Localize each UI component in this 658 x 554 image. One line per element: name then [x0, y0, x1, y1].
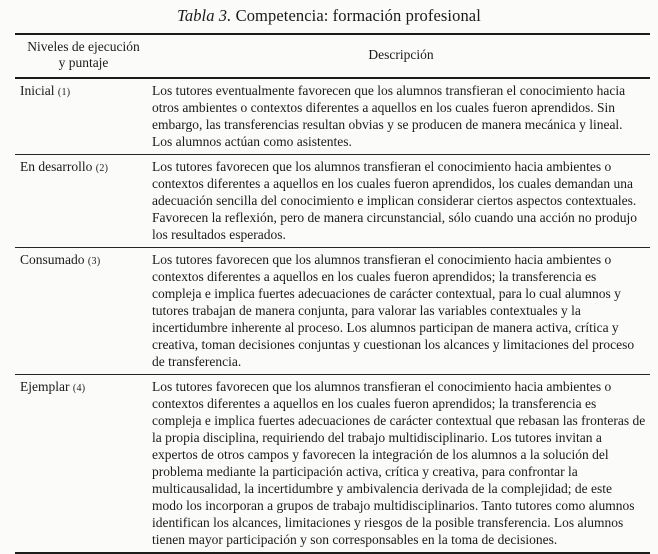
table-row-ejemplar	[15, 375, 650, 554]
level-cell	[15, 82, 152, 150]
level-score: (2)	[95, 163, 109, 174]
description-cell: Los tutores favorecen que los alumnos transfieran el conocimiento hacia ambientes o contextos diferentes a aquellos en los cuales fueron aprendidos; la transferencia es compleja e implica fuertes adecuaciones de carácter contextual que rebasan las fronteras de la propia disciplina, requiriendo del trabajo multidisciplinario. Los tutores invitan a expertos de otros campos y favorecen la integración de los alumnos a la solución del problema mediante la participación activa, crítica y creativa, para confrontar la multicausalidad, la incertidumbre y ambivalencia derivada de la complejidad; de este modo los incorporan a grupos de trabajo multidisciplinarios. Tanto tutores como alumnos identifican los alcances, limitaciones y riesgos de la posible transferencia. Los alumnos tienen mayor participación y son corresponsables en la toma de decisiones.	[152, 379, 646, 547]
level-label: En desarrollo	[20, 159, 93, 174]
column-header-levels-line2: y puntaje	[58, 55, 109, 70]
level-label: Consumado	[20, 252, 85, 267]
column-header-levels	[15, 39, 152, 71]
level-score: (3)	[87, 256, 101, 267]
level-cell	[15, 158, 152, 243]
table-header-row	[15, 33, 650, 79]
description-cell: Los tutores favorecen que los alumnos transfieran el conocimiento hacia ambientes o contextos diferentes a aquellos en los cuales fueron aprendidos, los cuales demandan una adecuación sencilla del conocimiento e implican considerar ciertos aspectos contextuales. Favorecen la reflexión, pero de manera circunstancial, sólo cuando una acción no produjo los resultados esperados.	[152, 159, 638, 242]
table-title-number: Tabla 3.	[177, 6, 232, 25]
competence-table	[15, 33, 650, 554]
table-title	[0, 0, 658, 33]
column-header-description	[152, 39, 650, 71]
table-title-text: Competencia: formación profesional	[231, 6, 481, 25]
level-cell	[15, 251, 152, 370]
description-cell: Los tutores favorecen que los alumnos transfieran el conocimiento hacia ambientes o contextos diferentes a aquellos en los cuales fueron aprendidos; la transferencia es compleja e implica fuertes adecuaciones de carácter contextual, para lo cual alumnos y tutores trabajan de manera conjunta, para valorar las variables contextuales y la incertidumbre inherente al proceso. Los alumnos participan de manera activa, crítica y creativa, toman decisiones conjuntas y cuestionan los alcances y limitaciones del proceso de transferencia.	[152, 252, 635, 369]
table-row-consumado	[15, 248, 650, 375]
column-header-levels-line1: Niveles de ejecución	[27, 39, 140, 54]
level-score: (4)	[72, 383, 86, 394]
column-header-description-label: Descripción	[368, 47, 434, 62]
level-score: (1)	[57, 87, 71, 98]
level-cell	[15, 378, 152, 548]
table-row-en-desarrollo	[15, 155, 650, 248]
level-label: Ejemplar	[20, 379, 70, 394]
level-label: Inicial	[20, 83, 55, 98]
table-row-inicial	[15, 79, 650, 155]
description-cell: Los tutores eventualmente favorecen que los alumnos transfieran el conocimiento hacia otros ambientes o contextos diferentes a aquellos en los cuales fueron aprendidos. Sin embargo, las transferencias resultan obvias y se producen de manera mecánica y lineal. Los alumnos actúan como asistentes.	[152, 83, 626, 149]
